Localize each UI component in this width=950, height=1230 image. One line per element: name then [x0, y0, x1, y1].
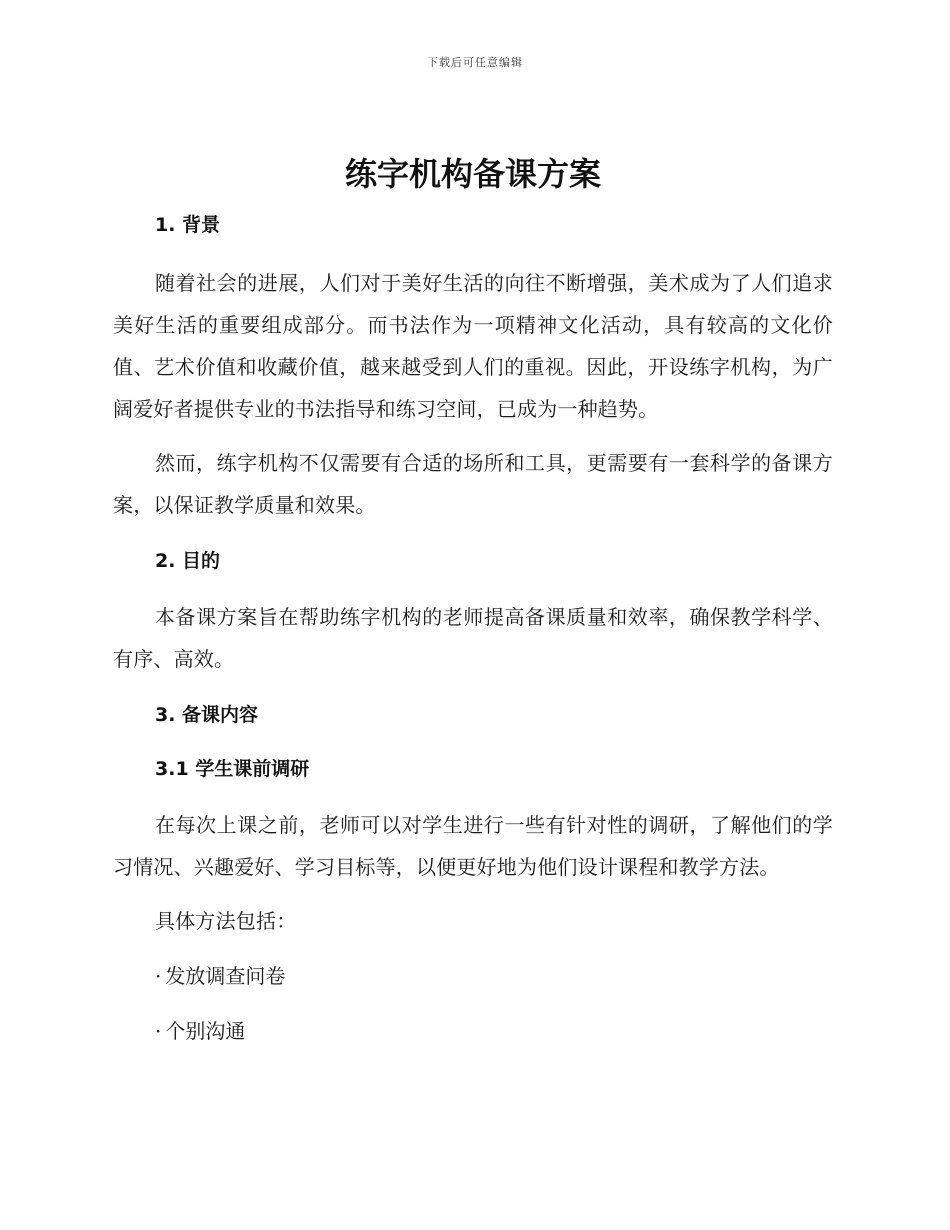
subsection-heading-survey: 3.1 学生课前调研	[155, 758, 310, 780]
page-header-note: 下载后可任意编辑	[427, 56, 523, 69]
background-paragraph-2: 然而，练字机构不仅需要有合适的场所和工具，更需要有一套科学的备课方案，以保证教学质量和效果。	[113, 451, 833, 517]
survey-paragraph-2: 具体方法包括：	[155, 909, 297, 933]
section-heading-purpose: 2. 目的	[155, 550, 221, 572]
list-item	[113, 1010, 833, 1052]
section-heading-background: 1. 背景	[155, 214, 221, 236]
document-title: 练字机构备课方案	[344, 155, 601, 193]
survey-paragraph-1: 在每次上课之前，老师可以对学生进行一些有针对性的调研，了解他们的学习情况、兴趣爱好、学习目标等，以便更好地为他们设计课程和教学方法。	[113, 813, 833, 879]
purpose-paragraph: 本备课方案旨在帮助练字机构的老师提高备课质量和效率，确保教学科学、有序、高效。	[113, 605, 833, 671]
document-body	[113, 146, 833, 1065]
bullet-marker: ·	[155, 964, 162, 988]
list-item-text: 发放调查问卷	[165, 964, 286, 988]
bullet-marker: ·	[155, 1019, 162, 1043]
section-heading-content: 3. 备课内容	[155, 704, 259, 726]
background-paragraph-1: 随着社会的进展，人们对于美好生活的向往不断增强，美术成为了人们追求美好生活的重要组成部分。而书法作为一项精神文化活动，具有较高的文化价值、艺术价值和收藏价值，越来越受到人们的重视。因此，开设练字机构，为广阔爱好者提供专业的书法指导和练习空间，已成为一种趋势。	[113, 271, 833, 421]
list-item	[113, 955, 833, 997]
list-item-text: 个别沟通	[165, 1019, 246, 1043]
